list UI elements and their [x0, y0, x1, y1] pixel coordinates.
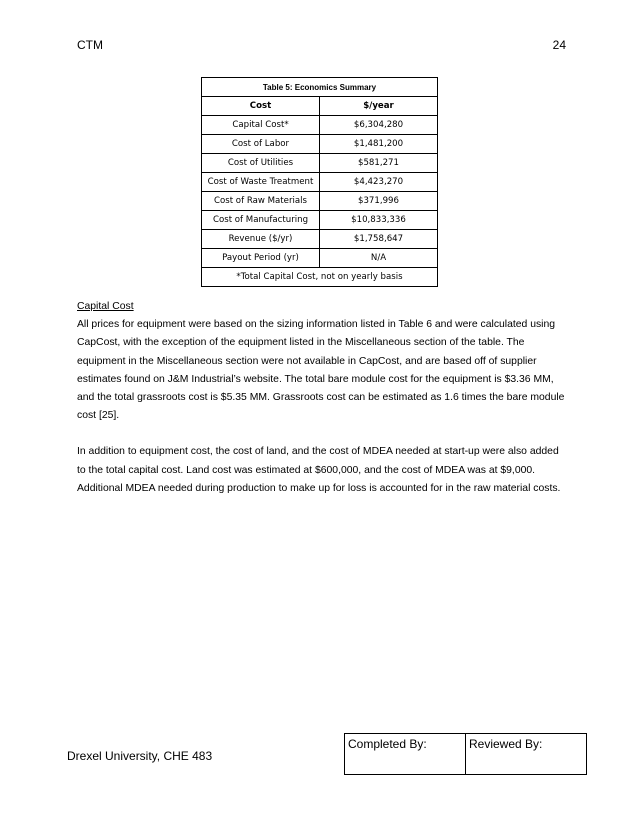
table-row: [202, 116, 438, 135]
section-heading: Capital Cost: [77, 301, 134, 312]
row-label: Revenue ($/yr): [202, 230, 320, 249]
row-value: N/A: [320, 249, 438, 268]
table-row: [202, 211, 438, 230]
table-footnote: *Total Capital Cost, not on yearly basis: [202, 268, 438, 287]
row-label: Cost of Raw Materials: [202, 192, 320, 211]
table-caption-row: [202, 78, 438, 97]
completed-by-cell: Completed By:: [345, 734, 466, 775]
row-value: $1,481,200: [320, 135, 438, 154]
row-value: $1,758,647: [320, 230, 438, 249]
table-row: [202, 135, 438, 154]
table-row: [202, 249, 438, 268]
row-label: Cost of Waste Treatment: [202, 173, 320, 192]
row-label: Cost of Manufacturing: [202, 211, 320, 230]
paragraph-equipment-cost: All prices for equipment were based on the sizing information listed in Table 6 and were calculated using CapCost, with the exception of the equipment listed in the Miscellaneous section of the table. The equipment in the Miscellaneous section were not available in CapCost, and are based off of supplier estimates found on J&M Industrial’s website. The total bare module cost for the equipment is $3.36 MM, and the total grassroots cost is $5.35 MM. Grassroots cost can be estimated as 1.6 times the bare module cost [25].: [77, 319, 565, 422]
economics-summary-table: [201, 77, 438, 287]
row-label: Capital Cost*: [202, 116, 320, 135]
row-value: $371,996: [320, 192, 438, 211]
column-header-per-year: $/year: [320, 97, 438, 116]
row-value: $4,423,270: [320, 173, 438, 192]
running-header-title: CTM: [77, 38, 103, 52]
capital-cost-section: [77, 298, 567, 498]
table-row: [202, 154, 438, 173]
signoff-row: [345, 734, 587, 775]
table-row: [202, 192, 438, 211]
row-value: $6,304,280: [320, 116, 438, 135]
table-footnote-row: [202, 268, 438, 287]
row-label: Payout Period (yr): [202, 249, 320, 268]
signoff-table: [344, 733, 587, 775]
row-label: Cost of Labor: [202, 135, 320, 154]
row-value: $10,833,336: [320, 211, 438, 230]
footer-university: Drexel University, CHE 483: [67, 749, 213, 763]
table-row: [202, 173, 438, 192]
row-label: Cost of Utilities: [202, 154, 320, 173]
column-header-cost: Cost: [202, 97, 320, 116]
page-number: 24: [552, 38, 566, 52]
table-header-row: [202, 97, 438, 116]
table-caption: Table 5: Economics Summary: [202, 78, 438, 97]
paragraph-additional-costs: In addition to equipment cost, the cost of land, and the cost of MDEA needed at start-up were also added to the total capital cost. Land cost was estimated at $600,000, and the cost of MDEA was at $9,000. Additional MDEA needed during production to make up for loss is accounted for in the raw material costs.: [77, 446, 561, 494]
row-value: $581,271: [320, 154, 438, 173]
table-row: [202, 230, 438, 249]
reviewed-by-cell: Reviewed By:: [466, 734, 587, 775]
